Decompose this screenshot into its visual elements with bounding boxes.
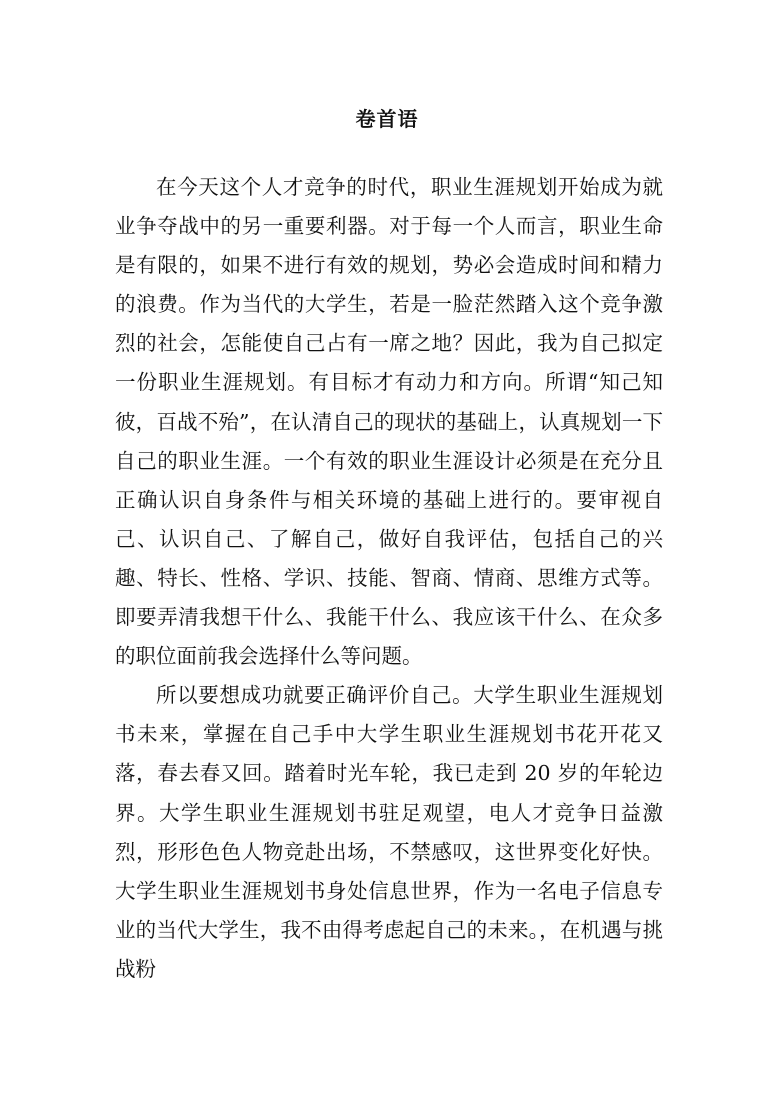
paragraph-1: 在今天这个人才竞争的时代，职业生涯规划开始成为就业争夺战中的另一重要利器。对于每一个人而言，职业生命是有限的，如果不进行有效的规划，势必会造成时间和精力的浪费。作为当代的大学生，若是一脸茫然踏入这个竞争激烈的社会，怎能使自己占有一席之地？因此，我为自己拟定一份职业生涯规划。有目标才有动力和方向。所谓“知己知彼，百战不殆”，在认清自己的现状的基础上，认真规划一下自己的职业生涯。一个有效的职业生涯设计必须是在充分且正确认识自身条件与相关环境的基础上进行的。要审视自己、认识自己、了解自己，做好自我评估，包括自己的兴趣、特长、性格、学识、技能、智商、情商、思维方式等。即要弄清我想干什么、我能干什么、我应该干什么、在众多的职位面前我会选择什么等问题。: [115, 175, 663, 669]
document-body: [115, 168, 663, 989]
paragraph-2: 所以要想成功就要正确评价自己。大学生职业生涯规划书未来，掌握在自己手中大学生职业生涯规划书花开花又落，春去春又回。踏着时光车轮，我已走到 20 岁的年轮边界。大学生职业生涯规划书驻足观望，电人才竞争日益激烈，形形色色人物竞赴出场，不禁感叹，这世界变化好快。大学生职业生涯规划书身处信息世界，作为一名电子信息专业的当代大学生，我不由得考虑起自己的未来。，在机遇与挑战粉: [115, 683, 663, 981]
document-title: 卷首语: [355, 107, 419, 131]
